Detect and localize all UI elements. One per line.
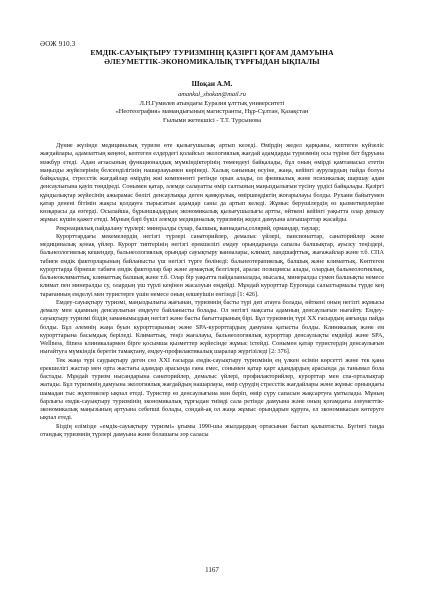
article-title bbox=[40, 48, 384, 66]
title-line-1: ЕМДІК-САУЫҚТЫРУ ТУРИЗМІНІҢ ҚАЗІРГІ ҚОҒАМ ДАМУЫНА bbox=[90, 48, 334, 57]
author-email: amankul_shokan@mail.ru bbox=[178, 91, 246, 98]
paragraph-4: Емдеу-сауықтыру туризмі, маңыздылығы жағынан, туризмнің басты түрі деп атауға болады, өйткені оның негізгі жұмысы демалу мен адамның денсаулығын емдеуге байланысты болады. Ол негізгі мақсаты адамның денсаулығын нығайту. Емдеу-сауықтыру туризмі біздің заманымыздың негізгі және басты бағыттарының бірі. Бұл туризмнің түрі XX ғасырдың аяғында пайда болды. Бұл әлемнің жаңа буын курорттарының және SPA-курорттардың дамуына қатысты болды. Клиникалық және ем курорттарына басымдық беріледі. Климаттық, теңіз жағалауы, бальнеологиялық курорттар денсаулықты емдейді және SPA, Wellness, fitness клиникалармен бірге қосымша қызметтер жүйесінде жұмыс істейді. Сонымен қатар туристердің денсаулығын нығайтуға мүмкіндік беретін тамақтану, емдеу-профилактикалық шаралар жүргізіледі [2: 376]. bbox=[40, 298, 384, 356]
paragraph-2: Рекреациялық пайдалану түрлері: минералды сулар, балшық, ваннадағы,солярий, ормандар, таулар; bbox=[56, 224, 320, 232]
paragraph-6: Біздің елімізде «емдік-сауықтыру туризмі» ұғымы 1990-шы жылдардың ортасынан бастап қалыптасты. Бүгінгі таңда отандық туризмнің түрлері дамуына және болашағы зор саласы bbox=[40, 422, 384, 438]
author-program: «Неотеография» мамандығының магистранты, Нұр-Сұлтан, Қазақстан bbox=[115, 108, 309, 116]
title-line-2: ӘЛЕУМЕТТІК-ЭКОНОМИКАЛЫҚ ТҰРҒЫДАН ЫҚПАЛЫ bbox=[104, 57, 320, 66]
article-body bbox=[40, 142, 384, 439]
paragraph-1: Дүние жүзінде медициналық туризм өте қызығушылық артып келеді. Өмірдің жедел қарқыны, кептеген күйзеліс жағдайлары, адамзаттың кеңеюі, кептеген елдердегі қолайсыз экологиялық жағдай адамдарды туризмнің осы түріне бет бұруына мәжбүр етеді. Адам ағзасының функционалдық мүмкіндіктерінің төмендеуі байқалады, бұл оның өмірді қамтамасыз ететін маңызды жүйелерінің белсенділігінің нашарлауымен көрінеді. Халық санының өсуіне, жаңа, кейінгі аурулардың пайда болуы байқалады, стресстік жағдайлар өмірдің жиі компоненті ретінде орын алады, ол физикалық және психикалық шаршау адам денсаулығына қауіп төндіреді. Сонымен қатар, әлемде салауатты өмір салтының маңыздылығын түсіну үрдісі байқалады. Қазіргі құндылықтар жүйесінің ажырамас бөлігі денсаулыққа деген қамқорлық, өміршеңдіктің жоғарылауы болды. Рухани байытумен қатар денені бітімін жақсы қолдауға тырысатын адамдар саны да артып келеді. Жұмыс берушілердің өз қызметкерлеріне көзқарасы да өзгерді. Осылайша, бұрыншыдардың экономикалық қызығушылығы артты, өйткені кейінгі уақытта олар демалу жұмыс күшін қажет етеді. Мұның бәрі бүкіл әлемде медициналық туризмнің жедел дамуына алғышарттар жасайды. bbox=[40, 142, 384, 224]
paragraph-3: Курорттардағы мекемелердің негізгі түрлері санаторийлер, демалыс үйлері, пансионаттар, санаторийлер және медициналық қонақ үйлер. Курорт типтерінің негізгі ерекшелігі емдеу орындарында сапалы балшықтар, ауызсу теңіздері, бальнеологиялық кешендер, бальнеологиялық орындар сауықтыру ванналары, климат, ландшафттық, жағажайлар және т.б. СПА табиғи емдік факторларының байланысты үш негізгі түрге бөлінеді: бальнеотерапиялық, балшық және климаттық. Көптеген курорттарда бірнеше табиғи емдік факторлар бар және аумақтық белгілері, аралас позициясы алады, олардың бальнеологиялық, бальнеоклиматтық, климаттық балшық және т.б. Олар бір уақытта пайдаланылады, мысалы, минералды сумен балшықты немесе климат пен минералды су, олардың үш түрлі кеңінен жасалуын емдейді. Мұндай курорттар Еуропада салыстырмалы түрде кең тарағанның емделуі мен туристерге үшін немесе оның өлшеуішін енгізеді [1: 426]. bbox=[40, 232, 384, 298]
author-meta bbox=[0, 91, 424, 125]
paragraph-5: Тек жаңа түрі саудықтыру деген сөз XXI ғасырда емдік-сауықтыру туризмінің ең үлкен өсімін көрсетті және тек қана ерекшелігі жастар мен орта жастағы адамдар арасында ғана емес, сонымен қатар қарт адамдардың арасында да танымал бола бастады. Мұндай туризм нысандарына санаторийлер, демалыс үйлері, профилакторийлер, курорттар мен спа-орталықтар жатады. Бұл туризмнің дамуына экологиялық жағдайдың нашарлауы, өмір сүрудің стресстік жағдайлары және жұмыс орнындағы шамадан тыс жүктемелер ықпал етеді. Туристер өз денсаулығына мән беріп, өмір сүру сапасын жақсартуға ұмтылады. Мұның барлығы емдік-сауықтыру туризмінің экономикалық тұрғыдан тиімді сала ретінде дамуына және оның қоғамдағы әлеуметтік-экономикалық маңызының артуына себепші болады, сондай-ақ ол жаңа жұмыс орындарын құруға, ел экономикасын көтеруге ықпал етеді. bbox=[40, 356, 384, 422]
author-supervisor: Ғылыми жетекшісі - Т.Т. Турсынова bbox=[163, 116, 261, 124]
page-number: 1167 bbox=[205, 566, 219, 574]
udk-code: ӘОЖ 910.3 bbox=[40, 40, 76, 48]
author-university: Л.Н.Гумилев атындағы Еуразия ұлттық университеті bbox=[139, 99, 285, 107]
author-name: Шоқан А.М. bbox=[191, 80, 233, 88]
